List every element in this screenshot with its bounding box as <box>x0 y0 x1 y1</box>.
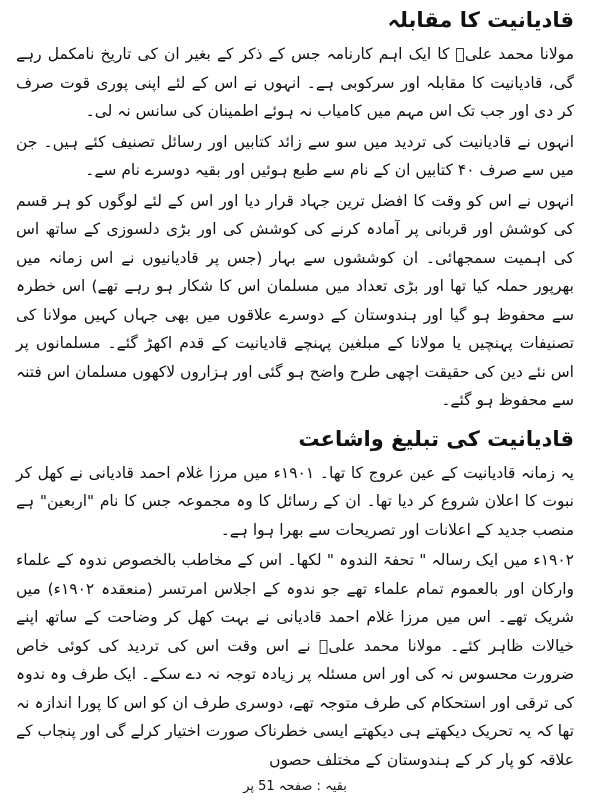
paragraph: انہوں نے قادیانیت کی تردید میں سو سے زائد کتابیں اور رسائل تصنیف کئے ہیں۔ جن میں سے صرف ۴۰ کتابیں ان کے نام سے طبع ہوئیں اور بقیہ دوسرے نام سے۔ <box>16 132 574 179</box>
document-page <box>16 4 574 800</box>
continuation-note: بقیہ : صفحہ 51 پر <box>243 779 347 794</box>
paragraph: مولانا محمد علیؒ کا ایک اہم کارنامہ جس کے ذکر کے بغیر ان کی تاریخ نامکمل رہے گی، قادیانیت کا مقابلہ اور سرکوبی ہے۔ انہوں نے اس کے لئے اپنی پوری قوت صرف کر دی اور جب تک اس مہم میں کامیاب نہ ہوئے اطمینان کی سانس نہ لی۔ <box>16 45 574 120</box>
paragraph: یہ زمانہ قادیانیت کے عین عروج کا تھا۔ ۱۹۰۱ء میں مرزا غلام احمد قادیانی نے کھل کر نبوت کا اعلان شروع کر دیا تھا۔ ان کے رسائل کا وہ مجموعہ جس کا نام "اربعین" ہے منصب جدید کے اعلانات اور تصریحات سے بھرا ہوا ہے۔ <box>16 463 574 539</box>
paragraph: انہوں نے اس کو وقت کا افضل ترین جہاد قرار دیا اور اس کے لئے لوگوں کو ہر قسم کی کوشش اور قربانی پر آمادہ کرنے کی کوشش کی اور بڑی دلسوزی کے ساتھ اس کی اہمیت سمجھائی۔ ان کوششوں سے بہار (جس پر قادیانیوں نے اس زمانہ میں بھرپور حملہ کیا تھا اور بڑی تعداد میں مسلمان اس کا شکار ہو رہے تھے) اس خطرہ سے محفوظ ہو گیا اور ہندوستان کے دوسرے علاقوں میں بھی جہاں کہیں مولانا کی تصنیفات پہنچیں یا مولانا کے مبلغین پہنچے قادیانیت کے قدم اکھڑ گئے۔ مسلمانوں پر اس نئے دین کی حقیقت اچھی طرح واضح ہو گئی اور ہزاروں لاکھوں مسلمان اس فتنہ سے محفوظ ہو گئے۔ <box>16 191 574 409</box>
section-heading-tabligh-o-ishaat: قادیانیت کی تبلیغ واشاعت <box>298 426 574 451</box>
paragraph: ۱۹۰۲ء میں ایک رسالہ " تحفۃ الندوہ " لکھا۔ اس کے مخاطب بالخصوص ندوہ کے علماء وارکان اور بالعموم تمام علماء تھے جو ندوہ کے اجلاس امرتسر (منعقدہ ۱۹۰۲ء) میں شریک تھے۔ اس میں مرزا غلام احمد قادیانی نے بہت کھل کر وضاحت کے ساتھ اپنے خیالات ظاہر کئے۔ مولانا محمد علیؒ نے اس وقت اس کی تردید کی کوئی خاص ضرورت محسوس نہ کی اور اس مسئلہ پر زیادہ توجہ نہ دے سکے۔ ایک طرف وہ ندوہ کی ترقی اور استحکام کی طرف متوجہ تھے، دوسری طرف ان کو اس کا پورا اندازہ نہ تھا کہ یہ تحریک دیکھتے ہی دیکھتے ایسی خطرناک صورت اختیار کرلے گی اور پنجاب کے علاقہ کو پار کر کے ہندوستان کے مختلف حصوں <box>16 551 574 769</box>
section-heading-qadianiyat-ka-muqabla: قادیانیت کا مقابلہ <box>387 8 574 32</box>
